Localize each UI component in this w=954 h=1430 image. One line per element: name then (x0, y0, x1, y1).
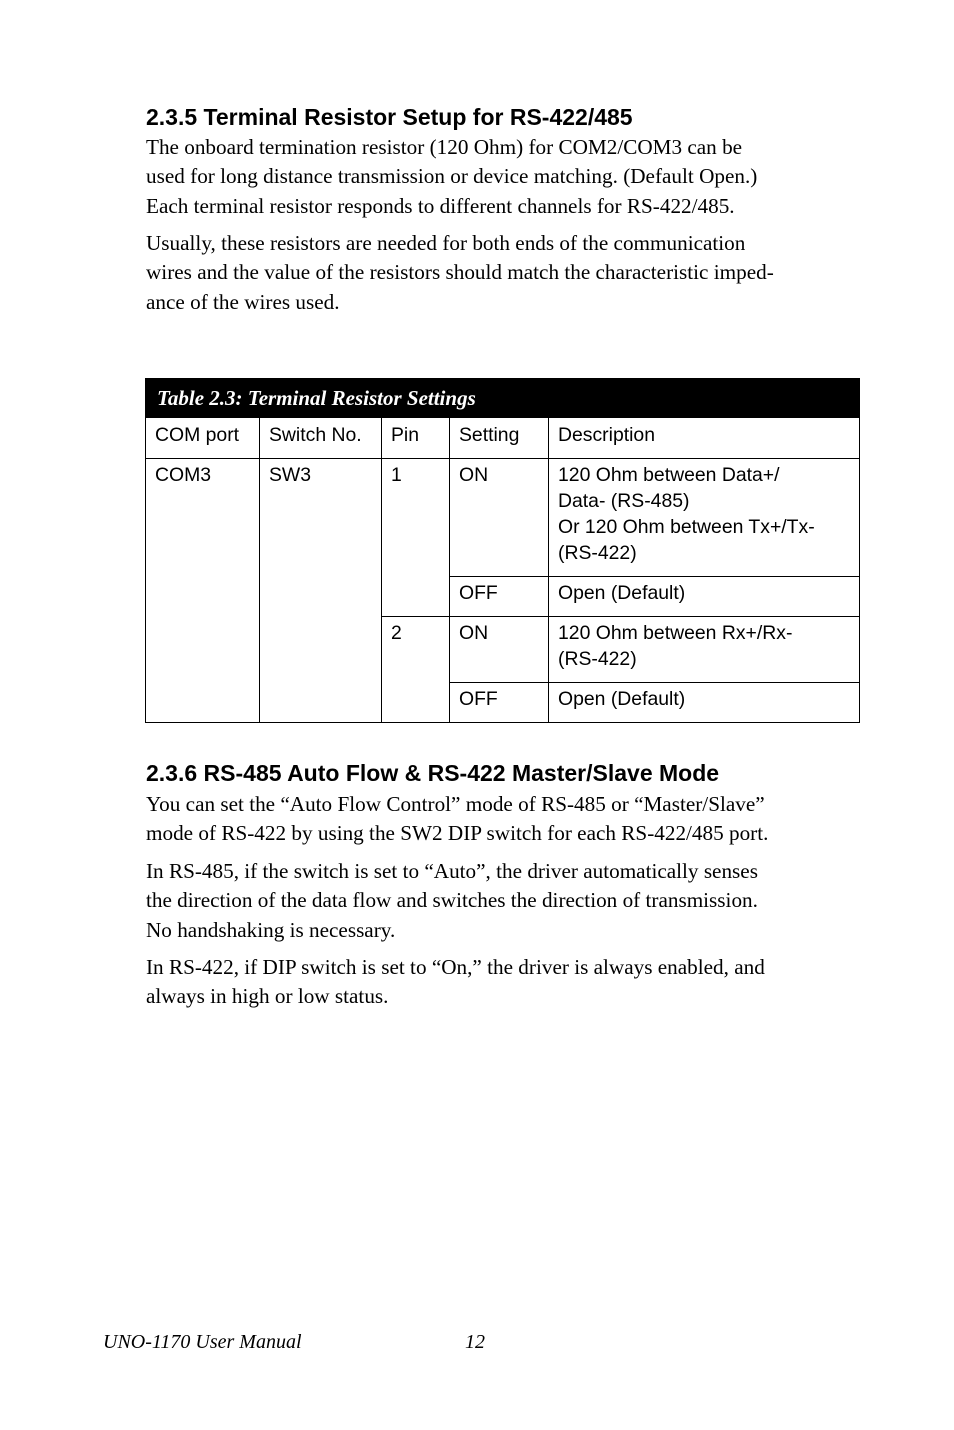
section-heading-auto-flow: 2.3.6 RS-485 Auto Flow & RS-422 Master/Slave Mode (146, 760, 720, 786)
footer-manual-title: UNO-1170 User Manual (103, 1331, 302, 1353)
description-line: Data- (RS-485) (558, 490, 690, 512)
text-line: the direction of the data flow and switches the direction of transmission. (146, 888, 758, 913)
cell-switch-no: SW3 (260, 459, 382, 723)
text-line: wires and the value of the resistors should match the characteristic imped- (146, 260, 774, 285)
table-caption: Table 2.3: Terminal Resistor Settings (146, 379, 860, 418)
table-row (146, 459, 860, 577)
text-line: used for long distance transmission or device matching. (Default Open.) (146, 164, 758, 189)
cell-description (549, 617, 860, 683)
text-line: Each terminal resistor responds to different channels for RS-422/485. (146, 193, 735, 218)
cell-description (549, 577, 860, 617)
column-header-pin: Pin (382, 418, 450, 459)
paragraph-resistor-usage (146, 229, 862, 317)
description-line: (RS-422) (558, 542, 637, 564)
cell-pin: 2 (382, 617, 450, 723)
column-header-switch-no: Switch No. (260, 418, 382, 459)
text-line: ance of the wires used. (146, 289, 340, 314)
text-line: You can set the “Auto Flow Control” mode of RS-485 or “Master/Slave” (146, 792, 765, 816)
description-line: 120 Ohm between Data+/ (558, 464, 780, 486)
table-header-row (146, 418, 860, 459)
cell-setting: ON (450, 617, 549, 683)
column-header-setting: Setting (450, 418, 549, 459)
cell-description (549, 683, 860, 723)
description-line: 120 Ohm between Rx+/Rx- (558, 622, 793, 644)
cell-description (549, 459, 860, 577)
text-line: mode of RS-422 by using the SW2 DIP switch for each RS-422/485 port. (146, 821, 769, 846)
text-line: Usually, these resistors are needed for both ends of the communication (146, 231, 746, 255)
description-line: (RS-422) (558, 648, 637, 670)
description-line: Open (Default) (558, 582, 686, 604)
text-line: In RS-485, if the switch is set to “Auto”, the driver automatically senses (146, 859, 758, 883)
description-line: Or 120 Ohm between Tx+/Tx- (558, 516, 815, 538)
cell-setting: ON (450, 459, 549, 577)
text-line: No handshaking is necessary. (146, 917, 396, 942)
paragraph-auto-flow-intro (146, 790, 862, 849)
cell-setting: OFF (450, 577, 549, 617)
column-header-com-port: COM port (146, 418, 260, 459)
cell-com-port: COM3 (146, 459, 260, 723)
paragraph-rs485-auto (146, 857, 862, 945)
column-header-description: Description (549, 418, 860, 459)
description-line: Open (Default) (558, 688, 686, 710)
cell-pin: 1 (382, 459, 450, 617)
paragraph-termination-intro (146, 133, 862, 221)
text-line: In RS-422, if DIP switch is set to “On,” the driver is always enabled, and (146, 955, 765, 979)
footer-page-number: 12 (465, 1331, 485, 1353)
paragraph-rs422-mode (146, 953, 862, 1012)
text-line: always in high or low status. (146, 984, 389, 1009)
terminal-resistor-table (145, 378, 860, 723)
text-line: The onboard termination resistor (120 Ohm) for COM2/COM3 can be (146, 135, 743, 159)
section-heading-terminal-resistor: 2.3.5 Terminal Resistor Setup for RS-422/485 (146, 104, 633, 130)
cell-setting: OFF (450, 683, 549, 723)
